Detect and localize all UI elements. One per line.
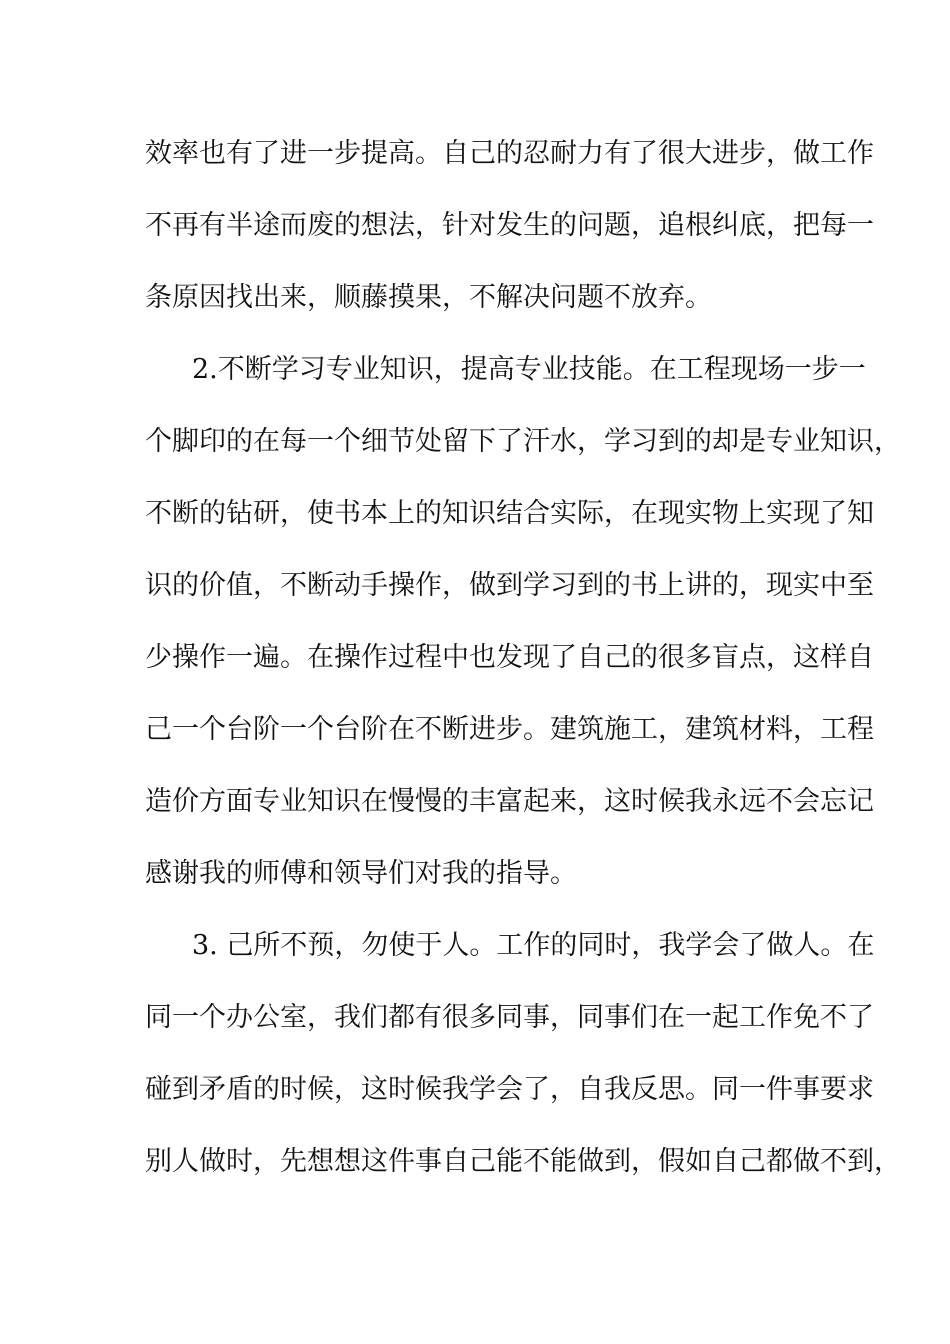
- text-line: 造价方面专业知识在慢慢的丰富起来，这时候我永远不会忘记: [145, 786, 874, 817]
- text-line: 别人做时，先想想这件事自己能不能做到，假如自己都做不到，: [145, 1146, 901, 1177]
- body-text: [145, 126, 901, 1206]
- text-line: 感谢我的师傅和领导们对我的指导。: [145, 858, 577, 889]
- text-line: 少操作一遍。在操作过程中也发现了自己的很多盲点，这样自: [145, 642, 874, 673]
- text-line: 识的价值，不断动手操作，做到学习到的书上讲的，现实中至: [145, 570, 874, 601]
- text-line: 碰到矛盾的时候，这时候我学会了，自我反思。同一件事要求: [145, 1074, 874, 1105]
- text-line: 个脚印的在每一个细节处留下了汗水，学习到的却是专业知识，: [145, 426, 901, 457]
- text-line: 不再有半途而废的想法，针对发生的问题，追根纠底，把每一: [145, 210, 874, 241]
- text-line: 效率也有了进一步提高。自己的忍耐力有了很大进步，做工作: [145, 138, 874, 169]
- text-line: 不断的钻研，使书本上的知识结合实际，在现实物上实现了知: [145, 498, 874, 529]
- text-line: 3. 己所不预，勿使于人。工作的同时，我学会了做人。在: [192, 930, 875, 961]
- text-line: 条原因找出来，顺藤摸果，不解决问题不放弃。: [145, 282, 712, 313]
- text-line: 2.不断学习专业知识，提高专业技能。在工程现场一步一: [192, 354, 866, 385]
- text-line: 己一个台阶一个台阶在不断进步。建筑施工，建筑材料，工程: [145, 714, 874, 745]
- text-line: 同一个办公室，我们都有很多同事，同事们在一起工作免不了: [145, 1002, 874, 1033]
